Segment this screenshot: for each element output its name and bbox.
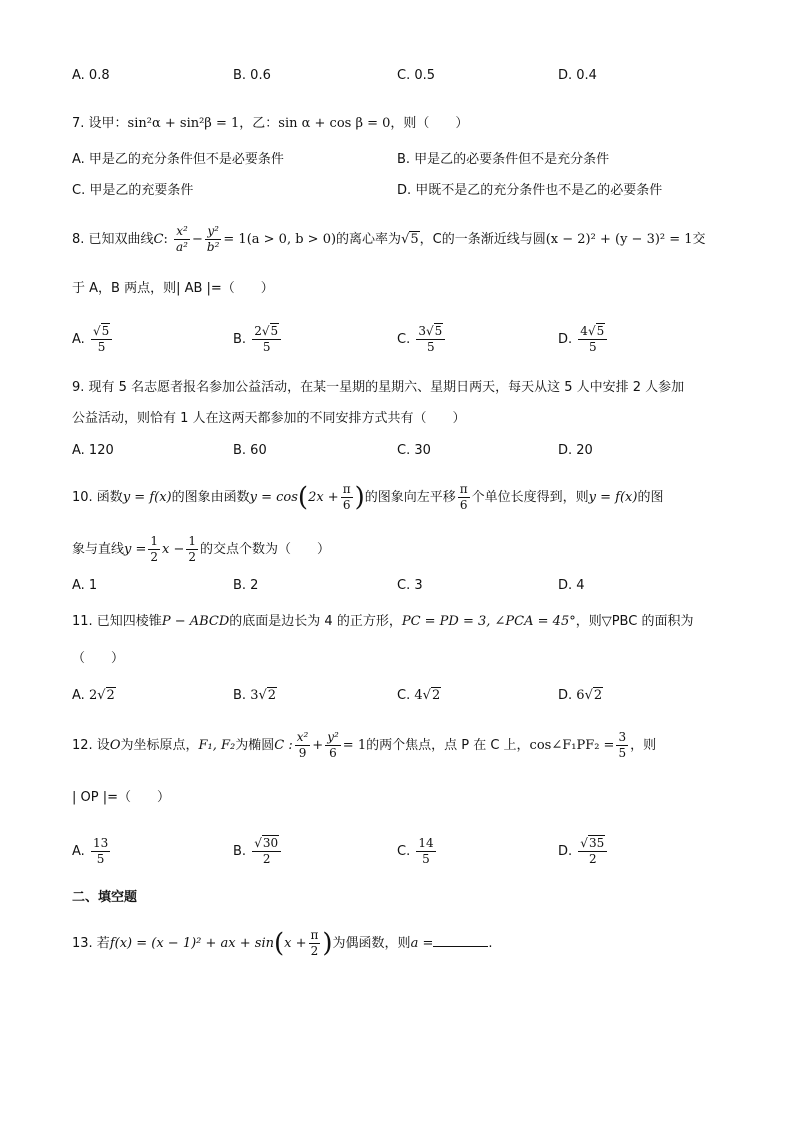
q12-stem: 12. 设O为坐标原点，F₁, F₂为椭圆C : $\frac{\text{x²}}{9}$ + $\frac{\text{y²}}{6}$ = 1的两个焦点，点 P 在 C 上，cos∠F₁PF₂ = $\frac{3}{5}$ ，则 xyxy=(72,730,657,760)
q8-line2: 于 A，B 两点，则| AB |=（ ） xyxy=(72,281,274,296)
q7-cond-a: sin²α + sin²β = 1 xyxy=(127,116,240,131)
q7-cond-b: sin α + cos β = 0 xyxy=(278,116,391,131)
q11-option-b: B. 3√2 xyxy=(233,688,277,703)
q9-option-b: B. 60 xyxy=(233,443,267,458)
q8-tail: 交 xyxy=(692,232,706,247)
q12-option-c: C. $\frac{14}{5}$ xyxy=(397,836,434,866)
q12-line2: | OP |=（ ） xyxy=(72,790,170,805)
q8-option-c: C. $\frac{3√5}{5}$ xyxy=(397,322,447,358)
q7-option-c: C. 甲是乙的充要条件 xyxy=(72,183,194,198)
q6-option-d: D. 0.4 xyxy=(558,68,597,83)
q7-stem xyxy=(72,114,468,134)
q8-option-a: A. $\frac{√5}{5}$ xyxy=(72,322,114,358)
q8-stem: 8. 已知双曲线C: $\frac{\text{x²}}{\text{a²}}$ − $\frac{\text{y²}}{\text{b²}}$ = 1(a > 0, b > 0)的离心率为√5，C的一条渐近线与圆(x − 2)² + (y − 3)² = 1交 xyxy=(72,224,706,254)
q8-option-d: D. $\frac{4√5}{5}$ xyxy=(558,322,609,358)
q7-prefix: 7. 设甲： xyxy=(72,116,128,131)
q8-cond: = 1(a > 0, b > 0) xyxy=(223,232,337,247)
q8-ecc-value: √5 xyxy=(401,232,419,247)
q10-stem: 10. 函数y = f(x)的图象由函数y = cos(2x + $\frac{\pi}{6}$ )的图象向左平移 $\frac{\pi}{6}$ 个单位长度得到，则y = f(x)的图 xyxy=(72,482,664,513)
q10-option-c: C. 3 xyxy=(397,578,423,593)
q11-option-a: A. 2√2 xyxy=(72,688,115,703)
q12-option-b: B. $\frac{√30}{2}$ xyxy=(233,832,283,872)
q11-cond: PC = PD = 3, ∠PCA = 45° xyxy=(401,614,576,629)
q6-option-c: C. 0.5 xyxy=(397,68,436,83)
q9-line1: 9. 现有 5 名志愿者报名参加公益活动，在某一星期的星期六、星期日两天，每天从这 5 人中安排 2 人参加 xyxy=(72,380,685,395)
q11-pyramid: P − ABCD xyxy=(161,614,230,629)
q9-option-a: A. 120 xyxy=(72,443,114,458)
q13-stem: 13. 若f(x) = (x − 1)² + ax + sin(x + $\frac{\pi}{2}$ )为偶函数，则a = . xyxy=(72,928,493,959)
q13-fx: f(x) = (x − 1)² + ax + sin xyxy=(109,936,274,951)
q8-frac-x: $\frac{\text{x²}}{\text{a²}}$ xyxy=(176,224,188,254)
q8-curve-name: C xyxy=(153,232,164,247)
q11-stem: 11. 已知四棱锥P − ABCD的底面是边长为 4 的正方形，PC = PD = 3, ∠PCA = 45°，则▽PBC 的面积为 xyxy=(72,614,694,629)
q11-line2: （ ） xyxy=(72,651,125,666)
q10-fx: y = f(x) xyxy=(122,490,172,505)
q12-option-d: D. $\frac{√35}{2}$ xyxy=(558,832,609,872)
q7-option-d: D. 甲既不是乙的充分条件也不是乙的必要条件 xyxy=(397,183,663,198)
q9-option-c: C. 30 xyxy=(397,443,431,458)
q7-mid: ，乙： xyxy=(239,116,279,131)
q10-option-b: B. 2 xyxy=(233,578,259,593)
answer-blank[interactable] xyxy=(433,932,488,947)
q7-option-b: B. 甲是乙的必要条件但不是充分条件 xyxy=(397,152,610,167)
section-title: 二、填空题 xyxy=(72,890,138,905)
q7-option-a: A. 甲是乙的充分条件但不是必要条件 xyxy=(72,152,284,167)
q10-option-a: A. 1 xyxy=(72,578,98,593)
q8-prefix: 8. 已知双曲线 xyxy=(72,232,154,247)
q10-line2: 象与直线y = $\frac{1}{2}$ x − $\frac{1}{2}$ 的交点个数为（ ） xyxy=(72,534,331,564)
q9-line2: 公益活动，则恰有 1 人在这两天都参加的不同安排方式共有（ ） xyxy=(72,411,466,426)
q8-option-b: B. $\frac{2√5}{5}$ xyxy=(233,322,283,358)
q10-option-d: D. 4 xyxy=(558,578,585,593)
q9-option-d: D. 20 xyxy=(558,443,593,458)
q12-option-a: A. $\frac{13}{5}$ xyxy=(72,836,109,866)
q11-option-d: D. 6√2 xyxy=(558,688,603,703)
q8-mid: ，C的一条渐近线与圆 xyxy=(419,232,546,247)
q6-option-b: B. 0.6 xyxy=(233,68,271,83)
q8-circle: (x − 2)² + (y − 3)² = 1 xyxy=(545,232,693,247)
q6-option-a: A. 0.8 xyxy=(72,68,110,83)
q8-frac-y: $\frac{\text{y²}}{\text{b²}}$ xyxy=(206,224,220,254)
q7-suffix: ，则（ ） xyxy=(390,116,469,131)
q11-option-c: C. 4√2 xyxy=(397,688,441,703)
q10-cos: y = cos xyxy=(249,490,298,505)
q8-ecc-text: 的离心率为 xyxy=(336,232,402,247)
